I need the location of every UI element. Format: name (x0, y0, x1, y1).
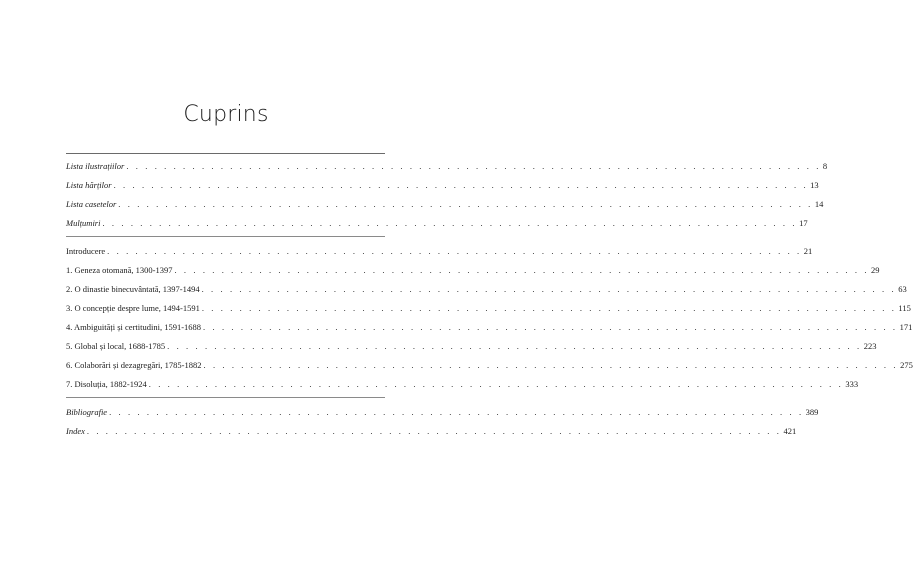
toc-entry-label: 1. Geneza otomană, 1300-1397 (66, 265, 173, 275)
toc-list (66, 157, 913, 441)
toc-entry[interactable] (66, 337, 877, 356)
toc-entry[interactable] (66, 356, 913, 375)
toc-entry[interactable] (66, 299, 911, 318)
toc-entry-page-number: 115 (898, 303, 911, 313)
toc-entry-page-number: 389 (805, 407, 819, 417)
toc-entry[interactable] (66, 318, 913, 337)
dot-leader: . . . . . . . . . . . . . . . . . . . . . . . . . . . . . . . . . . . . . . . . . . . . . . . . . . . . . . . . . . . . . . . . . . . . . . . . . . (109, 407, 804, 417)
toc-entry[interactable] (66, 261, 880, 280)
toc-entry-page-number: 421 (783, 426, 797, 436)
toc-entry-label: 3. O concepție despre lume, 1494-1591 (66, 303, 200, 313)
toc-entry-page-number: 275 (900, 360, 913, 370)
dot-leader: . . . . . . . . . . . . . . . . . . . . . . . . . . . . . . . . . . . . . . . . . . . . . . . . . . . . . . . . . . . . . . . . . . . . . . . . . . (102, 218, 798, 228)
toc-entry[interactable] (66, 375, 859, 394)
toc-entry-page-number: 21 (803, 246, 813, 256)
toc-entry-page-number: 8 (822, 161, 828, 171)
toc-entry-label: 7. Disoluția, 1882-1924 (66, 379, 147, 389)
dot-leader: . . . . . . . . . . . . . . . . . . . . . . . . . . . . . . . . . . . . . . . . . . . . . . . . . . . . . . . . . . . . . . . . . . . . . . . . . . (86, 426, 782, 436)
toc-entry[interactable] (66, 280, 907, 299)
toc-entry-label: Lista casetelor (66, 199, 117, 209)
dot-leader: . . . . . . . . . . . . . . . . . . . . . . . . . . . . . . . . . . . . . . . . . . . . . . . . . . . . . . . . . . . . . . . . . . . . . . . . . . (126, 161, 821, 171)
toc-entry-page-number: 333 (845, 379, 859, 389)
dot-leader: . . . . . . . . . . . . . . . . . . . . . . . . . . . . . . . . . . . . . . . . . . . . . . . . . . . . . . . . . . . . . . . . . . . . . . . . . . (113, 180, 809, 190)
toc-entry-label: 2. O dinastie binecuvântată, 1397-1494 (66, 284, 200, 294)
toc-entry-label: Lista ilustrațiilor (66, 161, 125, 171)
dot-leader: . . . . . . . . . . . . . . . . . . . . . . . . . . . . . . . . . . . . . . . . . . . . . . . . . . . . . . . . . . . . . . . . . . . . . . . . . . (167, 341, 862, 351)
toc-entry-page-number: 13 (810, 180, 819, 190)
toc-entry[interactable] (66, 214, 808, 233)
toc-entry-page-number: 14 (814, 199, 824, 209)
toc-entry-page-number: 171 (899, 322, 913, 332)
dot-leader: . . . . . . . . . . . . . . . . . . . . . . . . . . . . . . . . . . . . . . . . . . . . . . . . . . . . . . . . . . . . . . . . . . . . . . . . . . (118, 199, 813, 209)
toc-entry-label: Mulțumiri (66, 218, 101, 228)
dot-leader: . . . . . . . . . . . . . . . . . . . . . . . . . . . . . . . . . . . . . . . . . . . . . . . . . . . . . . . . . . . . . . . . . . . . . . . . . . (203, 360, 899, 370)
toc-entry-page-number: 63 (898, 284, 907, 294)
toc-entry-page-number: 29 (871, 265, 880, 275)
toc-entry-page-number: 17 (799, 218, 808, 228)
toc-entry[interactable] (66, 176, 819, 195)
toc-entry[interactable] (66, 195, 824, 214)
dot-leader: . . . . . . . . . . . . . . . . . . . . . . . . . . . . . . . . . . . . . . . . . . . . . . . . . . . . . . . . . . . . . . . . . . . . . . . . . . (201, 303, 897, 313)
toc-entry-label: Introducere (66, 246, 106, 256)
dot-leader: . . . . . . . . . . . . . . . . . . . . . . . . . . . . . . . . . . . . . . . . . . . . . . . . . . . . . . . . . . . . . . . . . . . . . . . . . . (174, 265, 870, 275)
toc-entry[interactable] (66, 242, 813, 261)
toc-entry[interactable] (66, 422, 797, 441)
toc-entry[interactable] (66, 403, 819, 422)
section-divider (66, 236, 385, 237)
dot-leader: . . . . . . . . . . . . . . . . . . . . . . . . . . . . . . . . . . . . . . . . . . . . . . . . . . . . . . . . . . . . . . . . . . . . . . . . . . (148, 379, 844, 389)
table-of-contents (66, 153, 913, 441)
dot-leader: . . . . . . . . . . . . . . . . . . . . . . . . . . . . . . . . . . . . . . . . . . . . . . . . . . . . . . . . . . . . . . . . . . . . . . . . . . (107, 246, 802, 256)
toc-entry-label: 4. Ambiguități și certitudini, 1591-1688 (66, 322, 202, 332)
toc-entry-page-number: 223 (863, 341, 877, 351)
section-divider (66, 397, 385, 398)
toc-entry-label: Index (66, 426, 85, 436)
toc-entry-label: 6. Colaborări și dezagregări, 1785-1882 (66, 360, 202, 370)
dot-leader: . . . . . . . . . . . . . . . . . . . . . . . . . . . . . . . . . . . . . . . . . . . . . . . . . . . . . . . . . . . . . . . . . . . . . . . . . . (203, 322, 898, 332)
top-rule (66, 153, 385, 154)
toc-entry-label: 5. Global și local, 1688-1785 (66, 341, 166, 351)
toc-entry-label: Lista hărților (66, 180, 112, 190)
toc-entry-label: Bibliografie (66, 407, 108, 417)
toc-entry[interactable] (66, 157, 828, 176)
page-title: Cuprins (183, 102, 269, 127)
dot-leader: . . . . . . . . . . . . . . . . . . . . . . . . . . . . . . . . . . . . . . . . . . . . . . . . . . . . . . . . . . . . . . . . . . . . . . . . . . (201, 284, 897, 294)
